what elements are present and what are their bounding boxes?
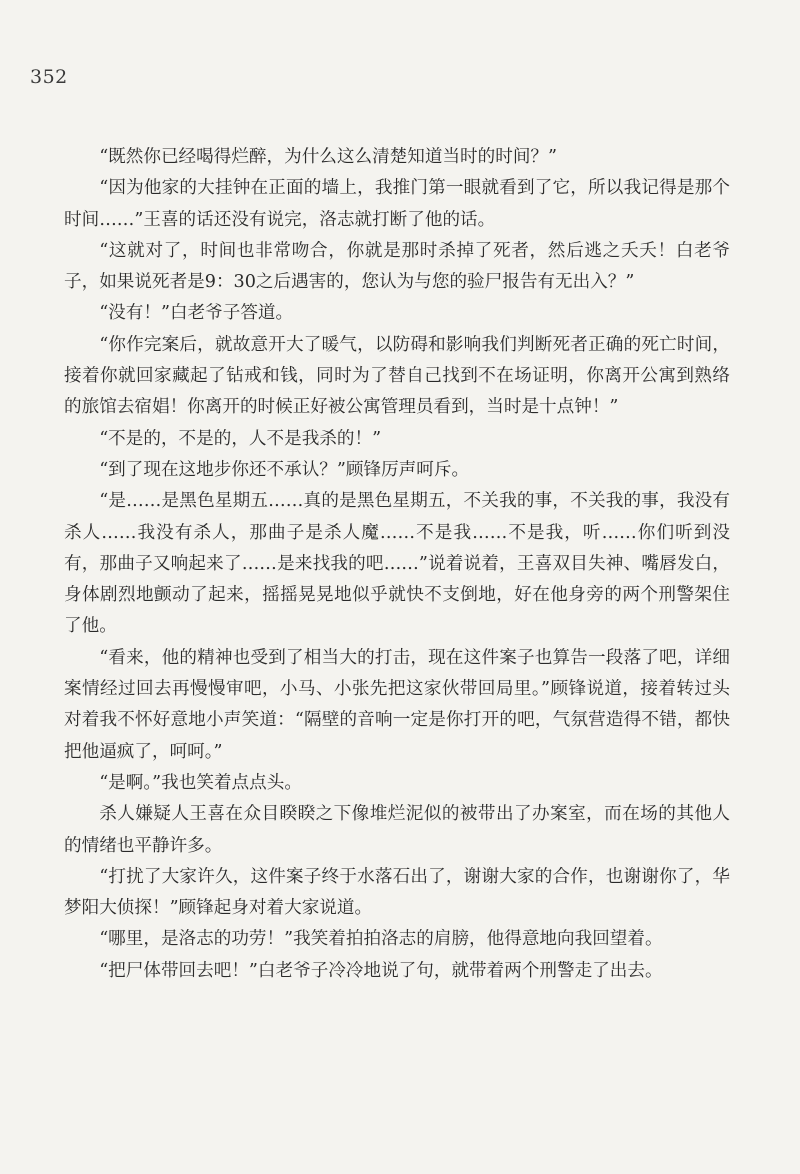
paragraph: “是……是黑色星期五……真的是黑色星期五，不关我的事，不关我的事，我没有杀人……我没有杀人，那曲子是杀人魔……不是我……不是我，听……你们听到没有，那曲子又响起来了……是来找我的吧……”说着说着，王喜双目失神、嘴唇发白，身体剧烈地颤动了起来，摇摇晃晃地似乎就快不支倒地，好在他身旁的两个刑警架住了他。 [64, 491, 730, 637]
paragraph: “因为他家的大挂钟在正面的墙上，我推门第一眼就看到了它，所以我记得是那个时间……”王喜的话还没有说完，洛志就打断了他的话。 [64, 178, 730, 230]
paragraph: “既然你已经喝得烂醉，为什么这么清楚知道当时的时间？” [99, 147, 558, 167]
paragraph: “到了现在这地步你还不承认？”顾锋厉声呵斥。 [99, 459, 470, 480]
paragraph: “看来，他的精神也受到了相当大的打击，现在这件案子也算告一段落了吧，详细案情经过回去再慢慢审吧，小马、小张先把这家伙带回局里。”顾锋说道，接着转过头对着我不怀好意地小声笑道：“隔壁的音响一定是你打开的吧，气氛营造得不错，都快把他逼疯了，呵呵。” [64, 647, 730, 762]
paragraph: “把尸体带回去吧！”白老爷子冷冷地说了句，就带着两个刑警走了出去。 [99, 960, 663, 981]
paragraph: 杀人嫌疑人王喜在众目睽睽之下像堆烂泥似的被带出了办案室，而在场的其他人的情绪也平静许多。 [64, 804, 730, 856]
paragraph: “哪里，是洛志的功劳！”我笑着拍拍洛志的肩膀，他得意地向我回望着。 [99, 929, 663, 950]
paragraph: “打扰了大家许久，这件案子终于水落石出了，谢谢大家的合作，也谢谢你了，华梦阳大侦探！”顾锋起身对着大家说道。 [64, 866, 730, 919]
paragraph: “是啊。”我也笑着点点头。 [99, 772, 302, 793]
paragraph: “没有！”白老爷子答道。 [99, 303, 294, 324]
paragraph: “不是的，不是的，人不是我杀的！” [99, 428, 382, 449]
text-body [64, 142, 730, 987]
paragraph: “这就对了，时间也非常吻合，你就是那时杀掉了死者，然后逃之夭夭！白老爷子，如果说死者是9：30之后遇害的，您认为与您的验尸报告有无出入？” [64, 240, 730, 293]
page-number: 352 [30, 66, 68, 88]
paragraph: “你作完案后，就故意开大了暖气，以防碍和影响我们判断死者正确的死亡时间，接着你就回家藏起了钻戒和钱，同时为了替自己找到不在场证明，你离开公寓到熟络的旅馆去宿娼！你离开的时候正好被公寓管理员看到，当时是十点钟！” [64, 334, 730, 418]
